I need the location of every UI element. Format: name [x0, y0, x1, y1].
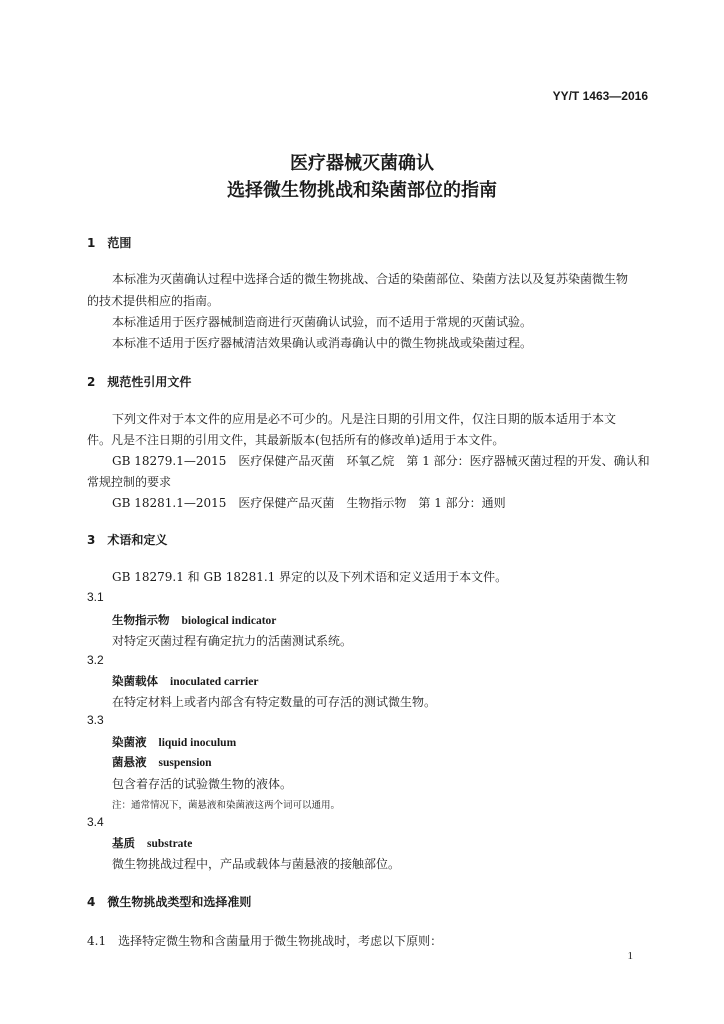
term-en: biological indicator — [181, 615, 277, 627]
term-number: 3.4 — [87, 815, 104, 829]
term-en: suspension — [158, 757, 212, 769]
reference-item: GB 18281.1—2015 医疗保健产品灭菌 生物指示物 第 1 部分：通则 — [112, 496, 506, 510]
term-number: 3.3 — [87, 713, 104, 727]
term-definition: 对特定灭菌过程有确定抗力的活菌测试系统。 — [112, 634, 353, 648]
term-definition: 微生物挑战过程中，产品或载体与菌悬液的接触部位。 — [112, 857, 401, 871]
term-definition: 在特定材料上或者内部含有特定数量的可存活的测试微生物。 — [112, 695, 437, 709]
page-number: 1 — [627, 950, 633, 962]
term-zh: 生物指示物 — [112, 613, 170, 627]
paragraph: 本标准适用于医疗器械制造商进行灭菌确认试验，而不适用于常规的灭菌试验。 — [112, 315, 533, 329]
section-4-heading: 4 微生物挑战类型和选择准则 — [87, 895, 252, 909]
term-title — [112, 734, 236, 750]
document-title-line2: 选择微生物挑战和染菌部位的指南 — [227, 180, 497, 201]
paragraph: 的技术提供相应的指南。 — [87, 294, 220, 308]
paragraph: 下列文件对于本文件的应用是必不可少的。凡是注日期的引用文件，仅注日期的版本适用于本文 — [112, 412, 617, 426]
clause-4-1: 4.1 选择特定微生物和含菌量用于微生物挑战时，考虑以下原则： — [87, 934, 443, 948]
section-2-heading: 2 规范性引用文件 — [87, 375, 192, 389]
term-zh: 染菌液 — [112, 735, 147, 749]
term-title — [112, 835, 192, 851]
term-en: inoculated carrier — [170, 676, 259, 688]
reference-item: 常规控制的要求 — [87, 475, 172, 489]
term-zh: 菌悬液 — [112, 755, 147, 769]
section-3-heading: 3 术语和定义 — [87, 533, 168, 547]
paragraph: 本标准不适用于医疗器械清洁效果确认或消毒确认中的微生物挑战或染菌过程。 — [112, 336, 533, 350]
paragraph: 件。凡是不注日期的引用文件，其最新版本(包括所有的修改单)适用于本文件。 — [87, 433, 505, 447]
term-title — [112, 612, 276, 628]
term-title — [112, 673, 258, 689]
reference-item: GB 18279.1—2015 医疗保健产品灭菌 环氧乙烷 第 1 部分：医疗器械灭菌过程的开发、确认和 — [112, 454, 650, 468]
paragraph: 本标准为灭菌确认过程中选择合适的微生物挑战、合适的染菌部位、染菌方法以及复苏染菌微生物 — [112, 272, 629, 286]
term-number: 3.1 — [87, 590, 104, 604]
term-title-alt — [112, 754, 212, 770]
section-1-heading: 1 范围 — [87, 236, 132, 250]
term-number: 3.2 — [87, 653, 104, 667]
term-en: substrate — [147, 838, 193, 850]
term-zh: 基质 — [112, 836, 135, 850]
term-definition: 包含着存活的试验微生物的液体。 — [112, 777, 293, 791]
paragraph: GB 18279.1 和 GB 18281.1 界定的以及下列术语和定义适用于本文件。 — [112, 570, 508, 584]
term-zh: 染菌载体 — [112, 674, 158, 688]
term-en: liquid inoculum — [158, 737, 237, 749]
document-title-line1: 医疗器械灭菌确认 — [290, 153, 434, 174]
standard-number: YY/T 1463—2016 — [552, 89, 648, 103]
term-note: 注：通常情况下，菌悬液和染菌液这两个词可以通用。 — [112, 800, 341, 811]
